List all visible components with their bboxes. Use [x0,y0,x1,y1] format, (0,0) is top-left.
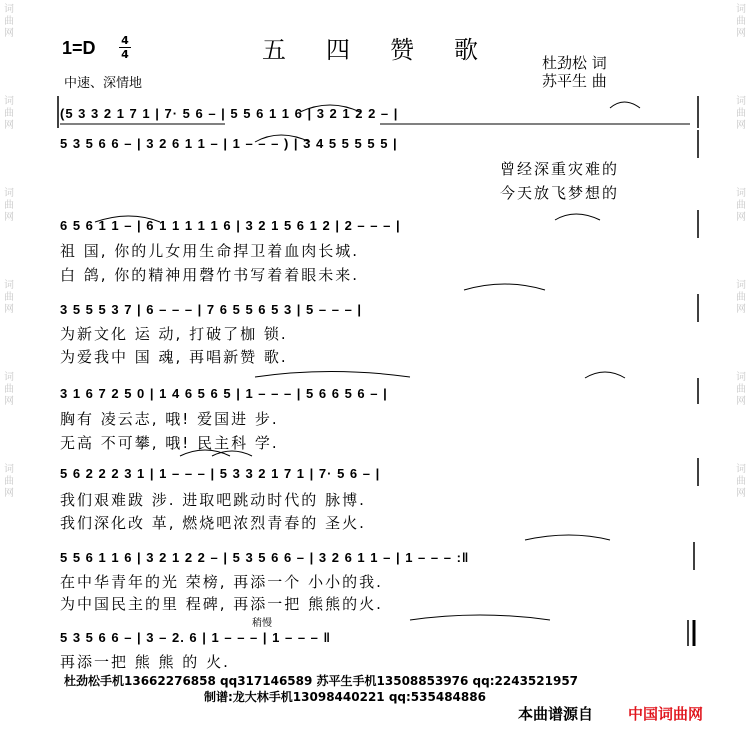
slur-mark [585,372,625,378]
notation-row-4: 3 5 5 5 3 7 | 6 – – – | 7 6 5 5 6 5 3 | 5 – – – | [60,302,363,317]
watermark-left: 词 曲 网 词 曲 网 词 曲 网 词 曲 网 词 曲 网 词 曲 网 [4,4,14,499]
notation-row-3: 6 5 6 1 1 – | 6 1 1 1 1 1 6 | 3 2 1 5 6 1 2 | 2 – – – | [60,218,401,233]
source-label: 本曲谱源自 [518,705,594,723]
source-site-link[interactable]: 中国词曲网 [628,705,704,723]
slur-mark [525,535,610,540]
song-title: 五四赞歌 [262,36,518,64]
slur-mark [255,135,310,142]
lyric-row-7-verse-2: 为中国民主的里 程碑, 再添一把 熊熊的火. [60,595,383,613]
notation-row-1: (5 3 3 2 1 7 1 | 7· 5 6 – | 5 5 6 1 1 6 | 3 2 1 2 2 – | [60,106,399,121]
tempo-marking: 中速、深情地 [64,76,143,91]
contact-line-2: 制谱:龙大林手机13098440221 qq:535484886 [204,690,486,704]
slur-mark [464,284,545,290]
lyric-row-4-verse-1: 为新文化 运 动, 打破了枷 锁. [60,325,288,343]
notation-row-5: 3 1 6 7 2 5 0 | 1 4 6 5 6 5 | 1 – – – | 5 6 6 5 6 – | [60,386,388,401]
lyric-row-6-verse-1: 我们艰难跋 涉. 进取吧跳动时代的 脉博. [60,491,366,509]
lyric-row-3-verse-2: 白 鸽, 你的精神用磬竹书写着着眼未来. [60,266,360,284]
slur-mark [255,372,410,378]
lyric-row-2-verse-1: 曾经深重灾难的 [500,160,620,178]
lyric-row-2-verse-2: 今天放飞梦想的 [500,184,620,202]
slur-mark [555,214,600,220]
slur-mark [410,615,550,620]
notation-row-7: 5 5 6 1 1 6 | 3 2 1 2 2 – | 5 3 5 6 6 – | 3 2 6 1 1 – | 1 – – – :‖ [60,550,470,565]
ritardando-mark: 稍慢 [252,618,272,629]
key-signature: 1=D [62,38,96,58]
time-signature-bottom: 4 [121,48,129,61]
lyric-row-6-verse-2: 我们深化改 革, 燃烧吧浓烈青春的 圣火. [60,514,366,532]
notation-row-2: 5 3 5 6 6 – | 3 2 6 1 1 – | 1 – – – ) | 3 4 5 5 5 5 5 | [60,136,398,151]
lyric-row-7-verse-1: 在中华青年的光 荣榜, 再添一个 小小的我. [60,573,383,591]
lyric-row-8-verse-1: 再添一把 熊 熊 的 火. [60,653,230,671]
slur-mark [95,216,160,222]
composer-credit: 苏平生 曲 [542,72,607,90]
lyric-row-5-verse-1: 胸有 凌云志, 哦! 爱国进 步. [60,410,279,428]
notation-row-8: 5 3 5 6 6 – | 3 – 2. 6 | 1 – – – | 1 – – – ‖ [60,630,331,645]
lyric-row-5-verse-2: 无高 不可攀, 哦! 民主科 学. [60,434,279,452]
notation-row-6: 5 6 2 2 2 3 1 | 1 – – – | 5 3 3 2 1 7 1 | 7· 5 6 – | [60,466,381,481]
time-signature-top: 4 [121,34,129,47]
slur-mark [300,105,360,112]
watermark-right: 词 曲 网 词 曲 网 词 曲 网 词 曲 网 词 曲 网 词 曲 网 [736,4,746,499]
contact-line-1: 杜劲松手机13662276858 qq317146589 苏平生手机13508853976 qq:2243521957 [64,674,579,688]
lyric-row-4-verse-2: 为爱我中 国 魂, 再唱新赞 歌. [60,348,288,366]
slur-mark [180,450,230,456]
lyricist-credit: 杜劲松 词 [542,54,607,72]
lyric-row-3-verse-1: 祖 国, 你的儿女用生命捍卫着血肉长城. [60,242,360,260]
slur-mark [610,102,640,108]
